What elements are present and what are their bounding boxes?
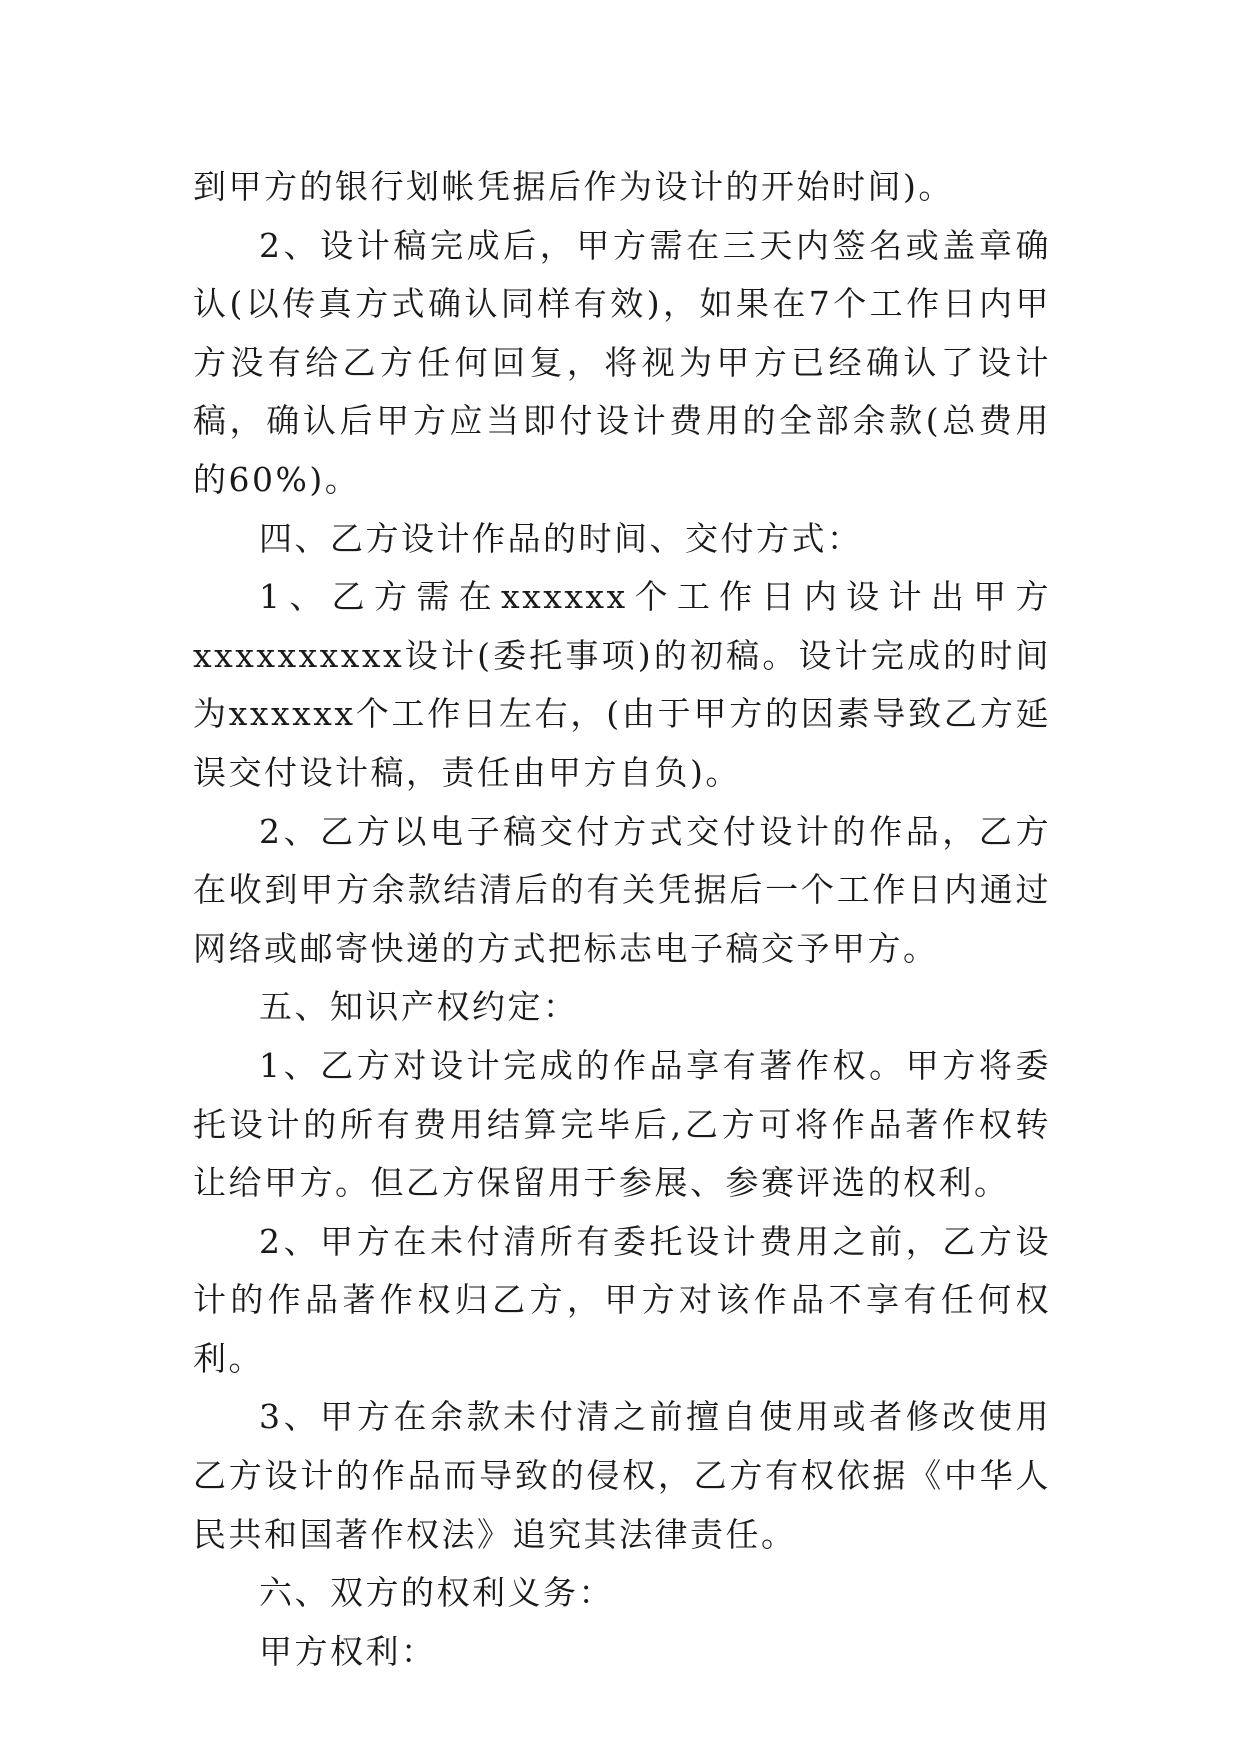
document-body <box>193 158 1051 1681</box>
paragraph-clause-5-3: 3、甲方在余款未付清之前擅自使用或者修改使用乙方设计的作品而导致的侵权，乙方有权依据《中华人民共和国著作权法》追究其法律责任。 <box>193 1397 1051 1554</box>
paragraph-clause-4-1: 1、乙方需在xxxxxx个工作日内设计出甲方xxxxxxxxxx设计(委托事项)的初稿。设计完成的时间为xxxxxx个工作日左右，(由于甲方的因素导致乙方延误交付设计稿，责任由甲方自负)。 <box>193 577 1051 792</box>
section-heading-4: 四、乙方设计作品的时间、交付方式： <box>259 518 863 558</box>
section-heading-5: 五、知识产权约定： <box>259 987 579 1027</box>
paragraph-clause-3-2: 2、设计稿完成后，甲方需在三天内签名或盖章确认(以传真方式确认同样有效)，如果在7个工作日内甲方没有给乙方任何回复，将视为甲方已经确认了设计稿，确认后甲方应当即付设计费用的全部余款(总费用的60%)。 <box>193 225 1051 499</box>
paragraph-clause-5-1: 1、乙方对设计完成的作品享有著作权。甲方将委托设计的所有费用结算完毕后,乙方可将作品著作权转让给甲方。但乙方保留用于参展、参赛评选的权利。 <box>193 1045 1051 1203</box>
subheading-party-a-rights: 甲方权利： <box>259 1631 437 1671</box>
paragraph-continuation: 到甲方的银行划帐凭据后作为设计的开始时间)。 <box>193 167 954 206</box>
paragraph-clause-4-2: 2、乙方以电子稿交付方式交付设计的作品，乙方在收到甲方余款结清后的有关凭据后一个工作日内通过网络或邮寄快递的方式把标志电子稿交予甲方。 <box>193 811 1051 968</box>
section-heading-6: 六、双方的权利义务： <box>259 1573 614 1613</box>
paragraph-clause-5-2: 2、甲方在未付清所有委托设计费用之前，乙方设计的作品著作权归乙方，甲方对该作品不享有任何权利。 <box>193 1221 1051 1378</box>
